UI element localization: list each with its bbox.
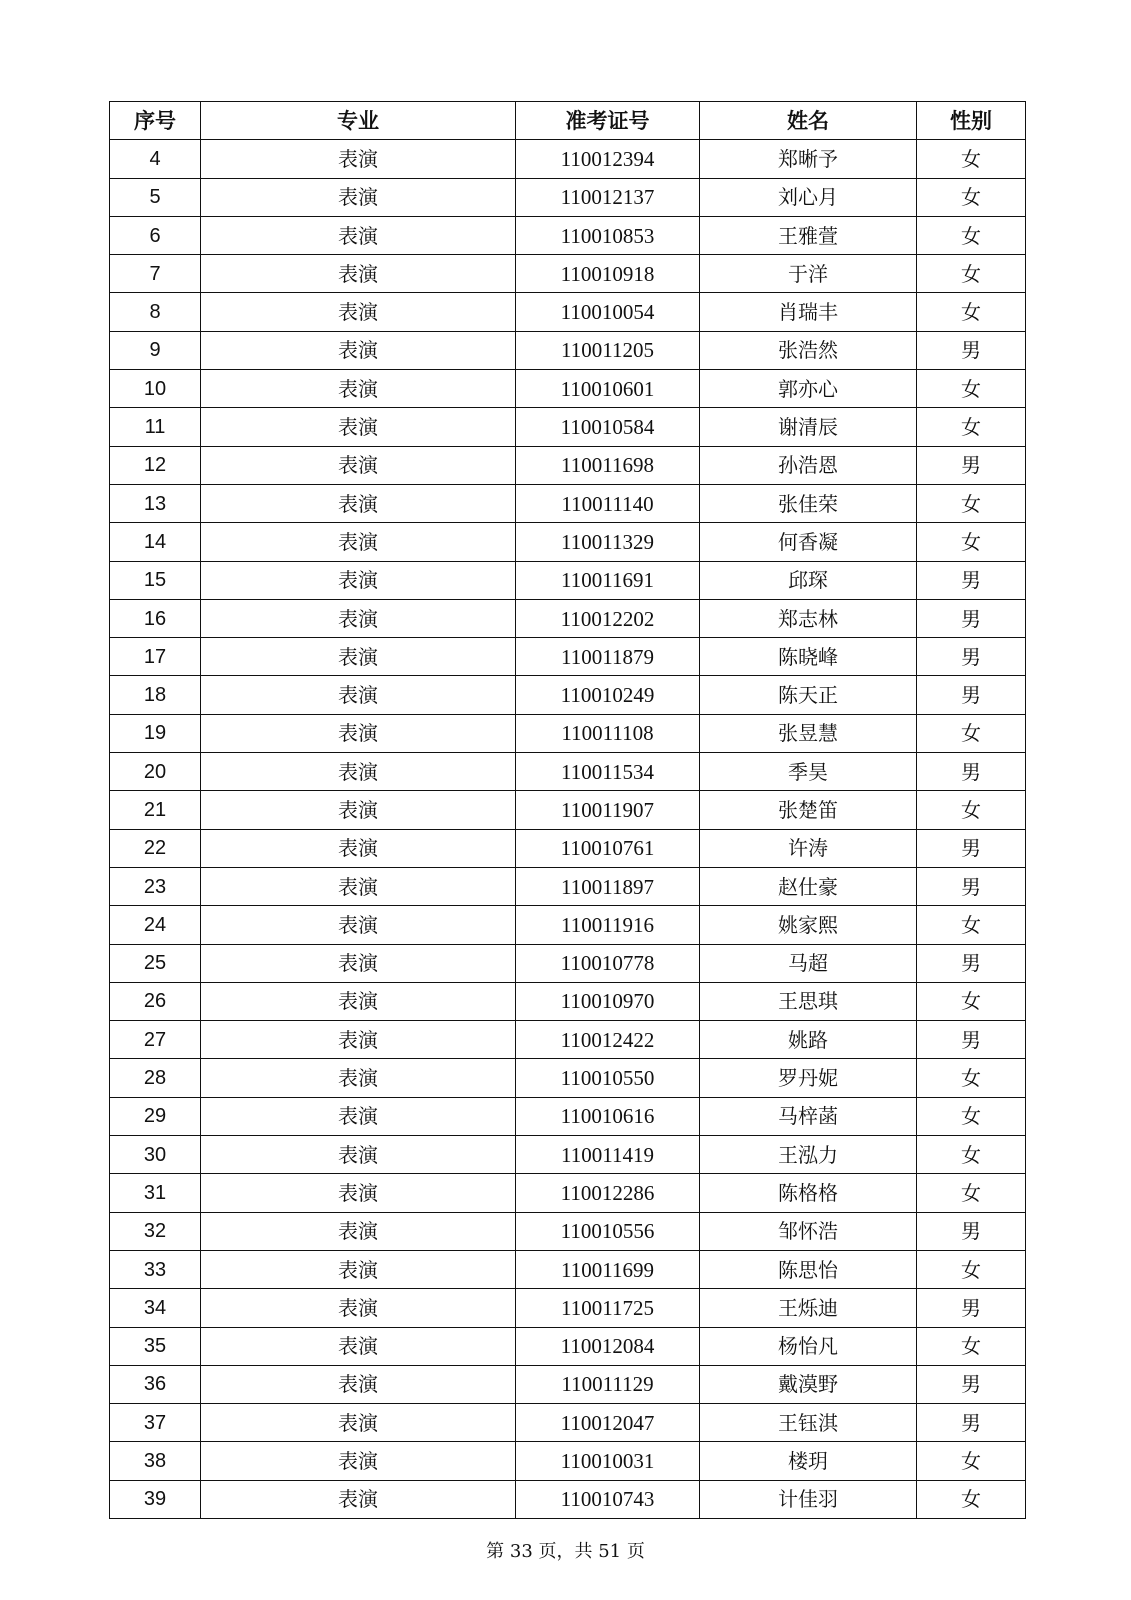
- cell-gender: 男: [917, 561, 1026, 599]
- cell-name: 陈思怡: [700, 1250, 917, 1288]
- table-row: [110, 293, 1026, 331]
- table-row: [110, 216, 1026, 254]
- table-row: [110, 1212, 1026, 1250]
- cell-gender: 女: [917, 982, 1026, 1020]
- cell-major: 表演: [201, 140, 516, 178]
- cell-seq: 21: [110, 791, 201, 829]
- cell-exam-number: 110011419: [516, 1136, 700, 1174]
- table-row: [110, 753, 1026, 791]
- cell-seq: 14: [110, 523, 201, 561]
- cell-name: 郑志林: [700, 599, 917, 637]
- table-row: [110, 1136, 1026, 1174]
- cell-major: 表演: [201, 561, 516, 599]
- table-row: [110, 484, 1026, 522]
- cell-gender: 女: [917, 484, 1026, 522]
- cell-gender: 男: [917, 829, 1026, 867]
- cell-seq: 30: [110, 1136, 201, 1174]
- cell-gender: 女: [917, 408, 1026, 446]
- cell-major: 表演: [201, 1480, 516, 1518]
- cell-gender: 女: [917, 1097, 1026, 1135]
- cell-exam-number: 110012137: [516, 178, 700, 216]
- header-gender: 性别: [917, 102, 1026, 140]
- cell-exam-number: 110011108: [516, 714, 700, 752]
- cell-gender: 女: [917, 140, 1026, 178]
- cell-name: 谢清辰: [700, 408, 917, 446]
- cell-name: 罗丹妮: [700, 1059, 917, 1097]
- cell-seq: 36: [110, 1365, 201, 1403]
- cell-exam-number: 110011725: [516, 1289, 700, 1327]
- cell-name: 刘心月: [700, 178, 917, 216]
- cell-major: 表演: [201, 982, 516, 1020]
- cell-major: 表演: [201, 1289, 516, 1327]
- cell-gender: 男: [917, 1289, 1026, 1327]
- cell-exam-number: 110011698: [516, 446, 700, 484]
- cell-seq: 11: [110, 408, 201, 446]
- cell-major: 表演: [201, 255, 516, 293]
- cell-major: 表演: [201, 446, 516, 484]
- cell-name: 马超: [700, 944, 917, 982]
- cell-name: 王钰淇: [700, 1404, 917, 1442]
- table-row: [110, 370, 1026, 408]
- cell-major: 表演: [201, 1365, 516, 1403]
- cell-seq: 10: [110, 370, 201, 408]
- header-seq: 序号: [110, 102, 201, 140]
- cell-exam-number: 110011916: [516, 906, 700, 944]
- table-row: [110, 446, 1026, 484]
- cell-exam-number: 110011879: [516, 638, 700, 676]
- cell-seq: 35: [110, 1327, 201, 1365]
- table-row: [110, 1404, 1026, 1442]
- cell-major: 表演: [201, 1442, 516, 1480]
- cell-exam-number: 110010601: [516, 370, 700, 408]
- cell-name: 戴漠野: [700, 1365, 917, 1403]
- cell-name: 季昊: [700, 753, 917, 791]
- cell-seq: 15: [110, 561, 201, 599]
- cell-name: 许涛: [700, 829, 917, 867]
- cell-seq: 9: [110, 331, 201, 369]
- cell-gender: 女: [917, 1250, 1026, 1288]
- table-row: [110, 561, 1026, 599]
- cell-gender: 女: [917, 255, 1026, 293]
- cell-exam-number: 110011129: [516, 1365, 700, 1403]
- cell-name: 姚家熙: [700, 906, 917, 944]
- cell-major: 表演: [201, 1136, 516, 1174]
- cell-major: 表演: [201, 753, 516, 791]
- table-row: [110, 638, 1026, 676]
- table-row: [110, 408, 1026, 446]
- cell-seq: 5: [110, 178, 201, 216]
- cell-name: 孙浩恩: [700, 446, 917, 484]
- cell-major: 表演: [201, 1250, 516, 1288]
- cell-seq: 26: [110, 982, 201, 1020]
- cell-seq: 7: [110, 255, 201, 293]
- cell-seq: 27: [110, 1021, 201, 1059]
- cell-major: 表演: [201, 791, 516, 829]
- cell-seq: 39: [110, 1480, 201, 1518]
- cell-exam-number: 110010249: [516, 676, 700, 714]
- cell-gender: 女: [917, 216, 1026, 254]
- cell-major: 表演: [201, 216, 516, 254]
- cell-seq: 4: [110, 140, 201, 178]
- cell-major: 表演: [201, 331, 516, 369]
- cell-name: 张佳荣: [700, 484, 917, 522]
- table-row: [110, 906, 1026, 944]
- cell-name: 邹怀浩: [700, 1212, 917, 1250]
- cell-exam-number: 110010761: [516, 829, 700, 867]
- cell-seq: 28: [110, 1059, 201, 1097]
- cell-gender: 男: [917, 599, 1026, 637]
- cell-major: 表演: [201, 178, 516, 216]
- cell-major: 表演: [201, 1097, 516, 1135]
- cell-exam-number: 110010853: [516, 216, 700, 254]
- table-row: [110, 982, 1026, 1020]
- cell-major: 表演: [201, 714, 516, 752]
- cell-gender: 男: [917, 867, 1026, 905]
- cell-exam-number: 110010743: [516, 1480, 700, 1518]
- cell-seq: 32: [110, 1212, 201, 1250]
- cell-gender: 女: [917, 714, 1026, 752]
- cell-gender: 男: [917, 446, 1026, 484]
- table-body: [110, 140, 1026, 1519]
- cell-major: 表演: [201, 293, 516, 331]
- cell-seq: 38: [110, 1442, 201, 1480]
- cell-seq: 33: [110, 1250, 201, 1288]
- table-row: [110, 1021, 1026, 1059]
- cell-major: 表演: [201, 370, 516, 408]
- cell-major: 表演: [201, 1021, 516, 1059]
- cell-major: 表演: [201, 638, 516, 676]
- table-row: [110, 714, 1026, 752]
- results-table: [109, 101, 1026, 1519]
- cell-seq: 24: [110, 906, 201, 944]
- cell-exam-number: 110012394: [516, 140, 700, 178]
- header-name: 姓名: [700, 102, 917, 140]
- table-header-row: [110, 102, 1026, 140]
- cell-name: 姚路: [700, 1021, 917, 1059]
- cell-major: 表演: [201, 1059, 516, 1097]
- table-row: [110, 1365, 1026, 1403]
- table-row: [110, 1097, 1026, 1135]
- cell-gender: 男: [917, 1021, 1026, 1059]
- cell-seq: 34: [110, 1289, 201, 1327]
- cell-exam-number: 110012286: [516, 1174, 700, 1212]
- cell-name: 杨怡凡: [700, 1327, 917, 1365]
- cell-name: 张浩然: [700, 331, 917, 369]
- cell-exam-number: 110011907: [516, 791, 700, 829]
- cell-name: 张楚笛: [700, 791, 917, 829]
- cell-gender: 男: [917, 1365, 1026, 1403]
- cell-exam-number: 110010778: [516, 944, 700, 982]
- cell-name: 王烁迪: [700, 1289, 917, 1327]
- cell-name: 何香凝: [700, 523, 917, 561]
- cell-seq: 12: [110, 446, 201, 484]
- cell-gender: 男: [917, 1404, 1026, 1442]
- cell-major: 表演: [201, 906, 516, 944]
- cell-name: 计佳羽: [700, 1480, 917, 1518]
- cell-seq: 37: [110, 1404, 201, 1442]
- cell-seq: 23: [110, 867, 201, 905]
- table-row: [110, 829, 1026, 867]
- cell-exam-number: 110011534: [516, 753, 700, 791]
- cell-name: 陈天正: [700, 676, 917, 714]
- cell-gender: 男: [917, 1212, 1026, 1250]
- cell-gender: 女: [917, 1174, 1026, 1212]
- cell-exam-number: 110010970: [516, 982, 700, 1020]
- cell-seq: 25: [110, 944, 201, 982]
- cell-major: 表演: [201, 1174, 516, 1212]
- table-row: [110, 1174, 1026, 1212]
- table-row: [110, 599, 1026, 637]
- cell-exam-number: 110012047: [516, 1404, 700, 1442]
- cell-exam-number: 110011691: [516, 561, 700, 599]
- cell-gender: 女: [917, 293, 1026, 331]
- cell-gender: 女: [917, 178, 1026, 216]
- cell-major: 表演: [201, 599, 516, 637]
- cell-major: 表演: [201, 676, 516, 714]
- table-row: [110, 1442, 1026, 1480]
- table-row: [110, 867, 1026, 905]
- cell-exam-number: 110011329: [516, 523, 700, 561]
- cell-name: 于洋: [700, 255, 917, 293]
- page-footer: 第 33 页，共 51 页: [486, 1541, 645, 1562]
- cell-name: 王泓力: [700, 1136, 917, 1174]
- cell-major: 表演: [201, 829, 516, 867]
- cell-exam-number: 110010584: [516, 408, 700, 446]
- cell-exam-number: 110012422: [516, 1021, 700, 1059]
- cell-major: 表演: [201, 408, 516, 446]
- cell-major: 表演: [201, 523, 516, 561]
- cell-seq: 29: [110, 1097, 201, 1135]
- cell-name: 肖瑞丰: [700, 293, 917, 331]
- cell-exam-number: 110011205: [516, 331, 700, 369]
- cell-gender: 女: [917, 791, 1026, 829]
- cell-gender: 女: [917, 1327, 1026, 1365]
- cell-gender: 女: [917, 906, 1026, 944]
- cell-exam-number: 110010616: [516, 1097, 700, 1135]
- cell-exam-number: 110011140: [516, 484, 700, 522]
- cell-gender: 女: [917, 1136, 1026, 1174]
- cell-seq: 19: [110, 714, 201, 752]
- cell-exam-number: 110010054: [516, 293, 700, 331]
- cell-name: 王雅萱: [700, 216, 917, 254]
- header-major: 专业: [201, 102, 516, 140]
- cell-name: 邱琛: [700, 561, 917, 599]
- cell-gender: 男: [917, 753, 1026, 791]
- cell-gender: 女: [917, 1059, 1026, 1097]
- cell-major: 表演: [201, 944, 516, 982]
- table-row: [110, 178, 1026, 216]
- cell-exam-number: 110010550: [516, 1059, 700, 1097]
- cell-name: 王思琪: [700, 982, 917, 1020]
- cell-major: 表演: [201, 1212, 516, 1250]
- cell-gender: 男: [917, 944, 1026, 982]
- cell-name: 郑晰予: [700, 140, 917, 178]
- cell-major: 表演: [201, 1327, 516, 1365]
- cell-seq: 22: [110, 829, 201, 867]
- cell-name: 赵仕豪: [700, 867, 917, 905]
- cell-seq: 16: [110, 599, 201, 637]
- cell-seq: 20: [110, 753, 201, 791]
- table-row: [110, 1289, 1026, 1327]
- cell-exam-number: 110012202: [516, 599, 700, 637]
- cell-exam-number: 110010556: [516, 1212, 700, 1250]
- cell-seq: 6: [110, 216, 201, 254]
- cell-gender: 男: [917, 676, 1026, 714]
- table-row: [110, 1250, 1026, 1288]
- cell-name: 楼玥: [700, 1442, 917, 1480]
- cell-name: 郭亦心: [700, 370, 917, 408]
- cell-name: 马梓菡: [700, 1097, 917, 1135]
- table-row: [110, 523, 1026, 561]
- table-row: [110, 331, 1026, 369]
- table-row: [110, 944, 1026, 982]
- table-row: [110, 1327, 1026, 1365]
- header-exam-number: 准考证号: [516, 102, 700, 140]
- cell-name: 陈格格: [700, 1174, 917, 1212]
- cell-gender: 男: [917, 638, 1026, 676]
- cell-gender: 男: [917, 331, 1026, 369]
- cell-gender: 女: [917, 370, 1026, 408]
- table-row: [110, 676, 1026, 714]
- table-row: [110, 140, 1026, 178]
- table-row: [110, 791, 1026, 829]
- table-row: [110, 255, 1026, 293]
- cell-gender: 女: [917, 523, 1026, 561]
- table-row: [110, 1059, 1026, 1097]
- cell-exam-number: 110011897: [516, 867, 700, 905]
- cell-exam-number: 110010918: [516, 255, 700, 293]
- cell-major: 表演: [201, 1404, 516, 1442]
- cell-exam-number: 110012084: [516, 1327, 700, 1365]
- cell-major: 表演: [201, 484, 516, 522]
- cell-seq: 13: [110, 484, 201, 522]
- table-row: [110, 1480, 1026, 1518]
- cell-gender: 女: [917, 1480, 1026, 1518]
- cell-name: 张昱慧: [700, 714, 917, 752]
- cell-major: 表演: [201, 867, 516, 905]
- cell-name: 陈晓峰: [700, 638, 917, 676]
- cell-seq: 8: [110, 293, 201, 331]
- cell-gender: 女: [917, 1442, 1026, 1480]
- cell-exam-number: 110011699: [516, 1250, 700, 1288]
- cell-exam-number: 110010031: [516, 1442, 700, 1480]
- cell-seq: 31: [110, 1174, 201, 1212]
- cell-seq: 18: [110, 676, 201, 714]
- cell-seq: 17: [110, 638, 201, 676]
